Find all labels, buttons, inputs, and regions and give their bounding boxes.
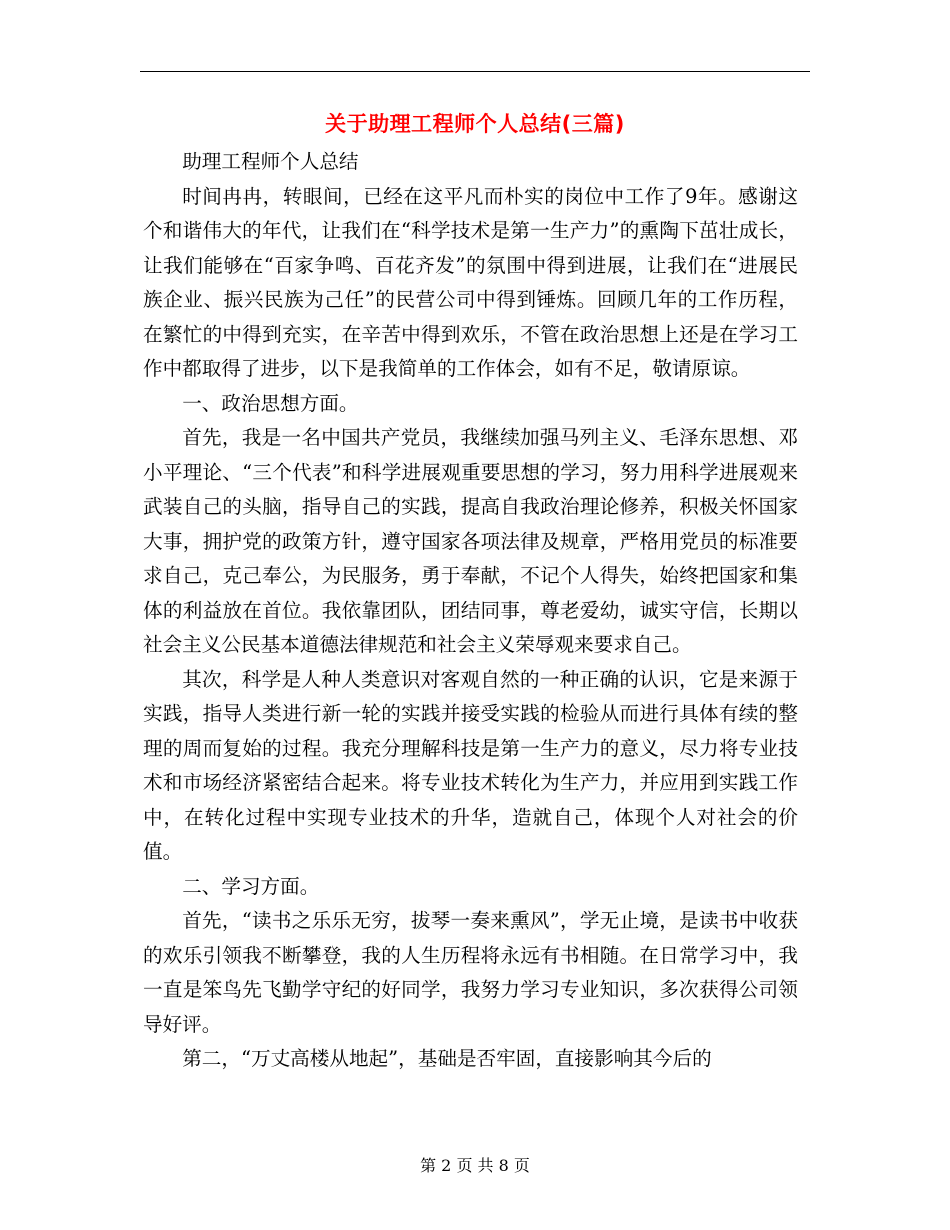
body-paragraph: 时间冉冉，转眼间，已经在这平凡而朴实的岗位中工作了9年。感谢这个和谐伟大的年代，让我们在“科学技术是第一生产力”的熏陶下茁壮成长，让我们能够在“百家争鸣、百花齐发”的氛围中得到进展，让我们在“进展民族企业、振兴民族为己任”的民营公司中得到锤炼。回顾几年的工作历程，在繁忙的中得到充实，在辛苦中得到欢乐，不管在政治思想上还是在学习工作中都取得了进步，以下是我简单的工作体会，如有不足，敬请原谅。 [143, 184, 798, 380]
section-heading: 一、政治思想方面。 [182, 391, 359, 415]
section-heading: 二、学习方面。 [182, 874, 320, 898]
body-paragraph: 首先，“读书之乐乐无穷，拔琴一奏来熏风”，学无止境，是读书中收获的欢乐引领我不断攀登，我的人生历程将永远有书相随。在日常学习中，我一直是笨鸟先飞勤学守纪的好同学，我努力学习专业知识，多次获得公司领导好评。 [143, 909, 798, 1036]
body-paragraph: 其次，科学是人种人类意识对客观自然的一种正确的认识，它是来源于实践，指导人类进行新一轮的实践并接受实践的检验从而进行具体有续的整理的周而复始的过程。我充分理解科技是第一生产力的意义，尽力将专业技术和市场经济紧密结合起来。将专业技术转化为生产力，并应用到实践工作中，在转化过程中实现专业技术的升华，造就自己，体现个人对社会的价值。 [143, 667, 798, 863]
page-number-footer: 第 2 页 共 8 页 [420, 1156, 530, 1175]
body-paragraph: 第二，“万丈高楼从地起”，基础是否牢固，直接影响其今后的 [182, 1047, 712, 1070]
document-title: 关于助理工程师个人总结(三篇) [325, 112, 625, 136]
document-body [143, 145, 798, 1077]
body-paragraph: 首先，我是一名中国共产党员，我继续加强马列主义、毛泽东思想、邓小平理论、“三个代表”和科学进展观重要思想的学习，努力用科学进展观来武装自己的头脑，指导自己的实践，提高自我政治理论修养，积极关怀国家大事，拥护党的政策方针，遵守国家各项法律及规章，严格用党员的标准要求自己，克己奉公，为民服务，勇于奉献，不记个人得失，始终把国家和集体的利益放在首位。我依靠团队，团结同事，尊老爱幼，诚实守信，长期以社会主义公民基本道德法律规范和社会主义荣辱观来要求自己。 [143, 426, 798, 656]
header-rule [140, 71, 810, 72]
section-heading: 助理工程师个人总结 [182, 150, 359, 173]
